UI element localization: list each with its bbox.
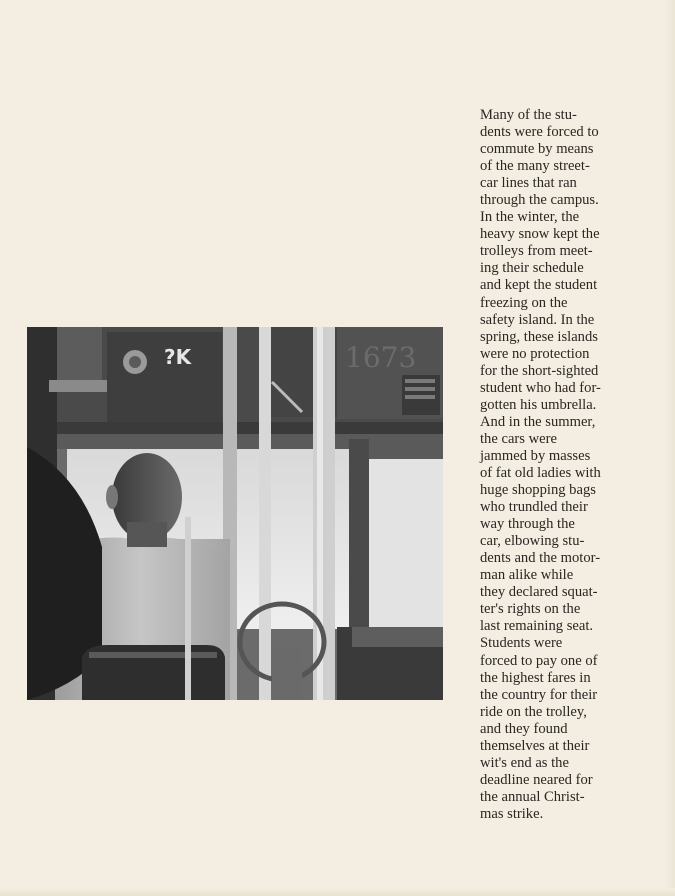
- article-line: of fat old ladies with: [480, 464, 601, 481]
- article-line: In the winter, the: [480, 209, 580, 226]
- article-line: last remaining seat.: [480, 618, 594, 635]
- article-line: man alike while: [480, 567, 574, 584]
- article-line: student who had for-: [480, 379, 601, 396]
- article-text: [480, 107, 655, 823]
- article-line: commute by means: [480, 141, 594, 158]
- article-line: Many of the stu-: [480, 107, 577, 123]
- article-line: mas strike.: [480, 805, 544, 822]
- page-edge: [665, 0, 675, 896]
- article-line: ride on the trolley,: [480, 703, 587, 720]
- article-line: and they found: [480, 720, 568, 737]
- car-number: 1673: [345, 341, 417, 374]
- article-line: themselves at their: [480, 737, 590, 754]
- article-line: trolleys from meet-: [480, 243, 593, 260]
- article-line: they declared squat-: [480, 584, 598, 601]
- article-line: through the campus.: [480, 192, 599, 209]
- article-line: car, elbowing stu-: [480, 533, 585, 550]
- article-line: ter's rights on the: [480, 601, 581, 618]
- article-line: were no protection: [480, 345, 590, 362]
- article-line: freezing on the: [480, 294, 568, 311]
- article-line: way through the: [480, 516, 575, 533]
- article-line: the highest fares in: [480, 669, 591, 686]
- article-line: And in the summer,: [480, 413, 596, 430]
- bottom-edge: [0, 888, 675, 896]
- article-line: and kept the student: [480, 277, 598, 294]
- article-line: dents and the motor-: [480, 550, 601, 567]
- article-line: spring, these islands: [480, 328, 598, 345]
- article-line: the annual Christ-: [480, 788, 585, 805]
- article-line: safety island. In the: [480, 311, 595, 328]
- article-line: for the short-sighted: [480, 362, 599, 379]
- article-line: who trundled their: [480, 499, 588, 516]
- article-line: jammed by masses: [480, 447, 591, 464]
- article-line: deadline neared for: [480, 771, 593, 788]
- trolley-photo: [27, 327, 443, 700]
- article-line: huge shopping bags: [480, 482, 596, 499]
- destination-sign: ?K: [164, 345, 192, 369]
- article-line: ing their schedule: [480, 260, 584, 277]
- article-line: wit's end as the: [480, 754, 569, 771]
- article-line: the country for their: [480, 686, 598, 703]
- article-line: Students were: [480, 635, 563, 652]
- article-line: heavy snow kept the: [480, 226, 600, 243]
- article-line: dents were forced to: [480, 124, 599, 141]
- article-line: gotten his umbrella.: [480, 396, 597, 413]
- article-line: car lines that ran: [480, 175, 577, 192]
- article-line: forced to pay one of: [480, 652, 598, 669]
- article-line: the cars were: [480, 430, 557, 447]
- article-line: of the many street-: [480, 158, 590, 175]
